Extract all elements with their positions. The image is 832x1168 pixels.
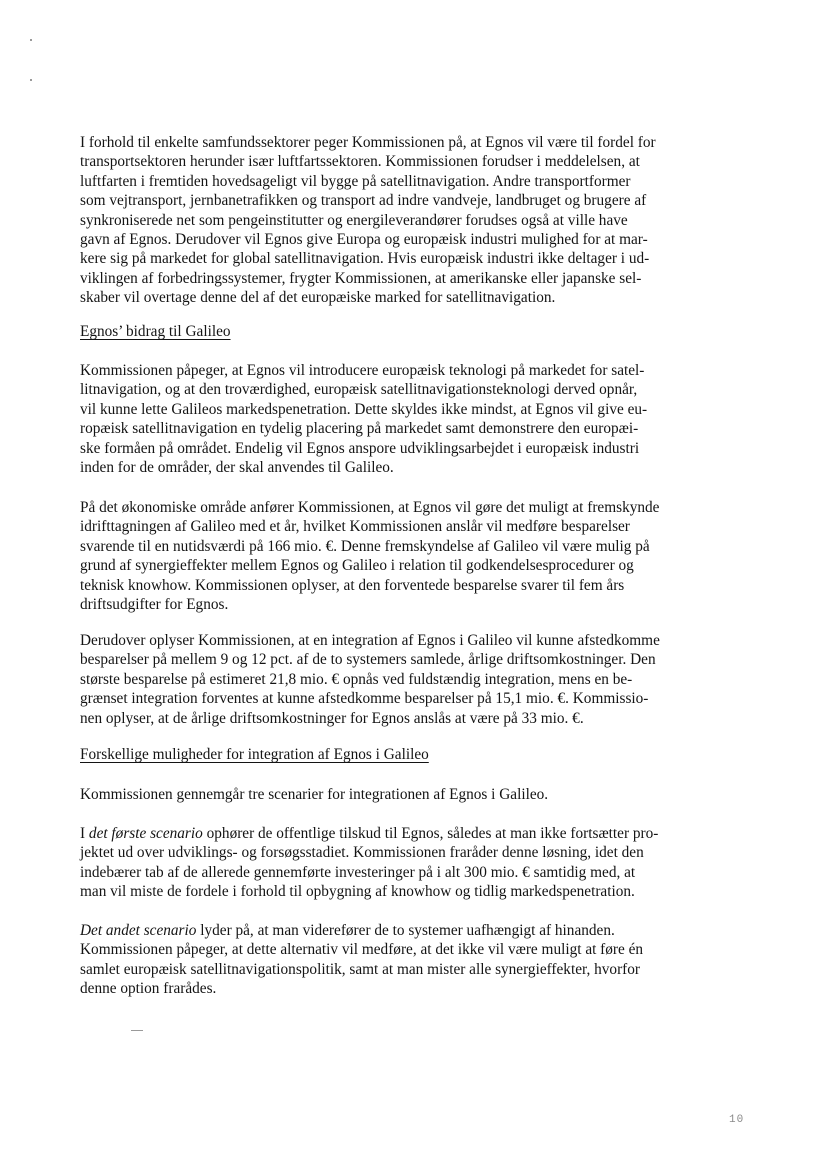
text-line: største besparelse på estimeret 21,8 mio. € opnås ved fuldstændig integration, mens en be- [80, 670, 633, 688]
text-line: gavn af Egnos. Derudover vil Egnos give Europa og europæisk industri mulighed for at mar- [80, 231, 648, 249]
paragraph-second-scenario [80, 921, 748, 999]
text-line: viklingen af forbedringssystemer, frygter Kommissionen, at amerikanske eller japanske sel- [80, 269, 642, 287]
scan-speck [131, 1030, 143, 1031]
text-line: I forhold til enkelte samfundssektorer peger Kommissionen på, at Egnos vil være til fordel for [80, 134, 656, 151]
text-line: På det økonomiske område anfører Kommissionen, at Egnos vil gøre det muligt at fremskynde [80, 499, 660, 516]
text-line: ske formåen på området. Endelig vil Egnos anspore udviklingsarbejdet i europæisk industri [80, 439, 640, 457]
paragraph-economic-area [80, 498, 748, 614]
paragraph-transport-sectors [80, 133, 748, 308]
text-line: Kommissionen påpeger, at Egnos vil introducere europæisk teknologi på markedet for satel- [80, 362, 645, 379]
text-fragment: lyder på, at man viderefører de to systemer uafhængigt af hinanden. [196, 922, 615, 939]
paragraph-three-scenarios [80, 785, 748, 804]
text-line: Kommissionen gennemgår tre scenarier for integrationen af Egnos i Galileo. [80, 786, 549, 803]
text-line: jektet ud over udviklings- og forsøgsstadiet. Kommissionen fraråder denne løsning, idet den [80, 844, 644, 862]
text-line: Derudover oplyser Kommissionen, at en integration af Egnos i Galileo vil kunne afstedkomme [80, 632, 660, 649]
text-fragment: ophører de offentlige tilskud til Egnos, således at man ikke fortsætter pro- [202, 825, 659, 842]
text-line: man vil miste de fordele i forhold til opbygning af knowhow og tidlig markedspenetration. [80, 883, 635, 901]
emphasis-first-scenario: det første scenario [88, 825, 203, 842]
text-line: indebærer tab af de allerede gennemførte investeringer på i alt 300 mio. € samtidig med, at [80, 863, 636, 881]
text-line: inden for de områder, der skal anvendes til Galileo. [80, 459, 394, 477]
text-line: idrifttagningen af Galileo med et år, hvilket Kommissionen anslår vil medføre besparelser [80, 518, 630, 536]
text-line: svarende til en nutidsværdi på 166 mio. €. Denne fremskyndelse af Galileo vil være mulig på [80, 537, 650, 555]
emphasis-second-scenario: Det andet scenario [80, 922, 197, 939]
text-line: Kommissionen påpeger, at dette alternativ vil medføre, at det ikke vil være muligt at føre én [80, 941, 644, 959]
section-heading-integration-options: Forskellige muligheder for integration af Egnos i Galileo [80, 746, 429, 763]
text-line: synkroniserede net som pengeinstitutter og energileverandører forudses også at ville have [80, 211, 628, 229]
section-heading-egnos-contribution: Egnos’ bidrag til Galileo [80, 323, 231, 340]
text-line: litnavigation, og at den troværdighed, europæisk satellitnavigationsteknologi derved opnår, [80, 381, 638, 399]
text-line: ropæisk satellitnavigation en tydelig placering på markedet samt demonstrere den europæi- [80, 420, 639, 438]
text-line: driftsudgifter for Egnos. [80, 596, 229, 614]
text-line: samlet europæisk satellitnavigationspolitik, samt at man mister alle synergieffekter, hvorfor [80, 960, 641, 978]
text-line: vil kunne lette Galileos markedspenetration. Dette skyldes ikke mindst, at Egnos vil give eu- [80, 400, 648, 418]
text-line: teknisk knowhow. Kommissionen oplyser, at den forventede besparelse svarer til fem års [80, 576, 625, 594]
text-line: grænset integration forventes at kunne afstedkomme besparelser på 15,1 mio. €. Kommissio- [80, 690, 649, 708]
text-line: luftfarten i fremtiden hovedsageligt vil bygge på satellitnavigation. Andre transportformer [80, 172, 631, 190]
text-line [80, 921, 748, 940]
text-fragment: I [80, 825, 89, 842]
text-line: skaber vil overtage denne del af det europæiske marked for satellitnavigation. [80, 289, 556, 307]
page-number: 10 [729, 1114, 745, 1126]
scan-speck [30, 79, 32, 81]
text-line: nen oplyser, at de årlige driftsomkostninger for Egnos anslås at være på 33 mio. €. [80, 709, 584, 727]
text-line: besparelser på mellem 9 og 12 pct. af de to systemers samlede, årlige driftsomkostninger. Den [80, 651, 656, 669]
paragraph-european-technology [80, 361, 748, 477]
paragraph-first-scenario [80, 824, 748, 902]
scan-speck [30, 39, 32, 41]
text-line: grund af synergieffekter mellem Egnos og Galileo i relation til godkendelsesprocedurer og [80, 557, 634, 575]
text-line: kere sig på markedet for global satellitnavigation. Hvis europæisk industri ikke deltager i ud- [80, 250, 650, 268]
text-line [80, 824, 748, 843]
paragraph-integration-savings [80, 631, 748, 728]
text-line: som vejtransport, jernbanetrafikken og transport ad indre vandveje, landbruget og brugere af [80, 192, 647, 210]
text-line: denne option frarådes. [80, 980, 217, 998]
text-line: transportsektoren herunder især luftfartssektoren. Kommissionen forudser i meddelelsen, at [80, 153, 640, 171]
